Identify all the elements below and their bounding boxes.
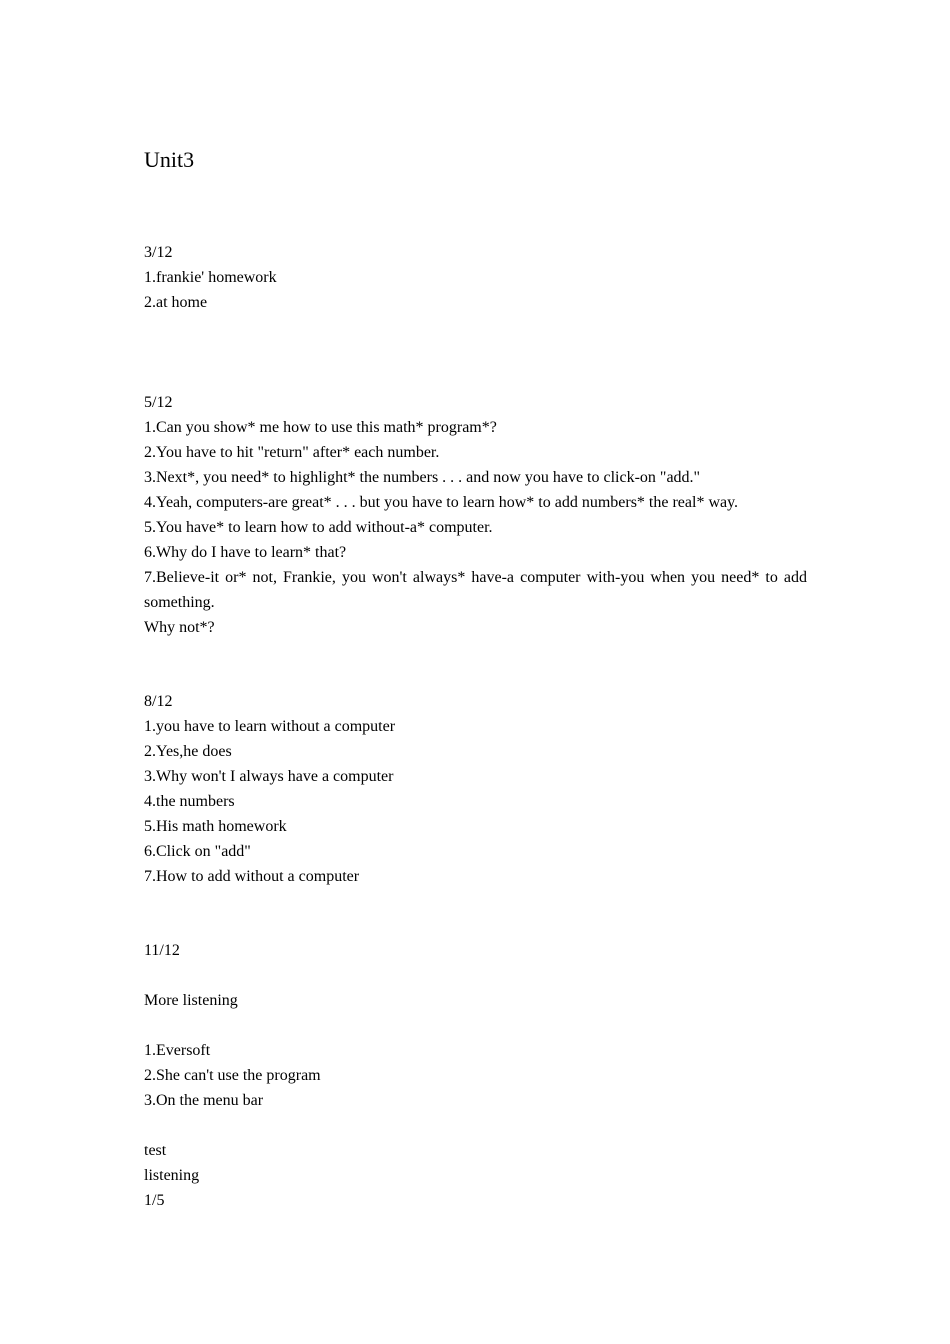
section-11-12	[144, 938, 807, 1213]
footer-line: test	[144, 1142, 167, 1159]
list-item: 2.Yes,he does	[144, 743, 232, 760]
list-item: 1.Can you show* me how to use this math* program*?	[144, 419, 497, 436]
section-5-12	[144, 390, 807, 640]
list-item: 2.You have to hit "return" after* each number.	[144, 444, 440, 461]
list-item: 6.Why do I have to learn* that?	[144, 544, 347, 561]
footer-line: 1/5	[144, 1192, 165, 1209]
page-title: Unit3	[144, 147, 195, 172]
section-8-12	[144, 689, 807, 889]
list-item: 3.Why won't I always have a computer	[144, 768, 394, 785]
list-item: Why not*?	[144, 619, 215, 636]
list-item: 6.Click on "add"	[144, 843, 251, 860]
list-item: 5.You have* to learn how to add without-a* computer.	[144, 519, 493, 536]
section-3-12	[144, 240, 807, 315]
section-date: 11/12	[144, 942, 180, 959]
list-item: 7.How to add without a computer	[144, 868, 360, 885]
section-date: 8/12	[144, 693, 173, 710]
section-heading: More listening	[144, 992, 238, 1009]
list-item: 3.Next*, you need* to highlight* the numbers . . . and now you have to click-on "add."	[144, 469, 701, 486]
list-item: 1.Eversoft	[144, 1042, 211, 1059]
list-item: 4.Yeah, computers-are great* . . . but you have to learn how* to add numbers* the real* way.	[144, 494, 739, 511]
list-item: 7.Believe-it or* not, Frankie, you won't always* have-a computer with-you when you need* to add something.	[144, 569, 807, 611]
list-item: 2.at home	[144, 294, 208, 311]
section-date: 5/12	[144, 394, 173, 411]
section-date: 3/12	[144, 244, 173, 261]
list-item: 5.His math homework	[144, 818, 287, 835]
list-item: 1.frankie' homework	[144, 269, 277, 286]
footer-line: listening	[144, 1167, 200, 1184]
list-item: 1.you have to learn without a computer	[144, 718, 396, 735]
list-item: 3.On the menu bar	[144, 1092, 264, 1109]
list-item: 4.the numbers	[144, 793, 235, 810]
list-item: 2.She can't use the program	[144, 1067, 321, 1084]
